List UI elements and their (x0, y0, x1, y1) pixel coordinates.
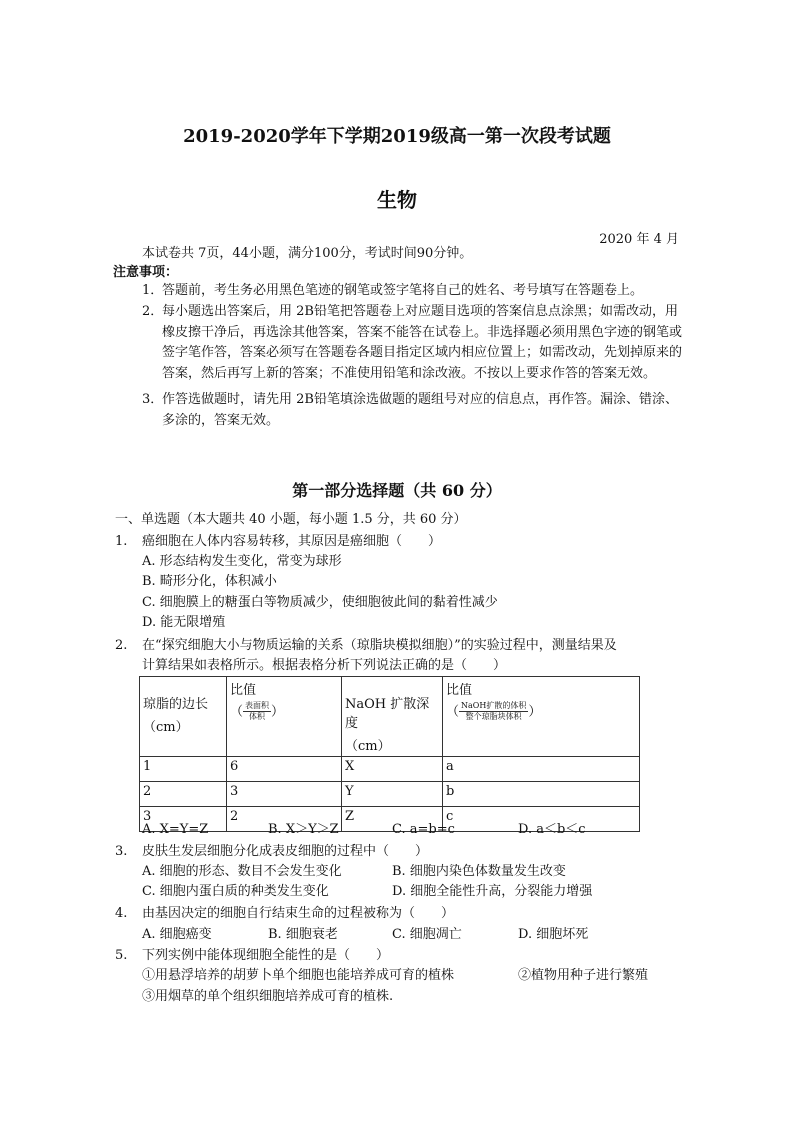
table-cell: X (342, 757, 443, 782)
option-b: B. X＞Y＞Z (268, 822, 339, 837)
header-cell: 比值 （ $\frac{\text{NaOH扩散的体积}}{\text{整个琼脂块体积}}$ ） (443, 677, 640, 757)
option-d: D. 能无限增殖 (142, 615, 226, 630)
statement-item: ③用烟草的单个组织细胞培养成可育的植株. (142, 989, 394, 1004)
part-heading: 一、单选题（本大题共 40 小题，每小题 1.5 分，共 60 分） (115, 512, 467, 527)
question-1 (115, 532, 441, 552)
table-cell: c (443, 807, 640, 832)
notice-number: 1． (142, 283, 164, 298)
option-c: C. 细胞膜上的糖蛋白等物质减少，使细胞彼此间的黏着性减少 (142, 595, 498, 610)
statement-item: ②植物用种子进行繁殖 (518, 968, 649, 983)
question-stem: 由基因决定的细胞自行结束生命的过程被称为（ ） (142, 906, 455, 921)
header-unit: （cm） (143, 720, 189, 735)
statement-item: ①用悬浮培养的胡萝卜单个细胞也能培养成可育的植株 (142, 968, 455, 983)
question-3 (115, 842, 428, 862)
notice-text: 答题前，考生务必用黑色笔迹的钢笔或签字笔将自己的姓名、考号填写在答题卷上。 (162, 283, 644, 298)
fraction-denominator: 整个琼脂块体积 (465, 712, 522, 721)
option-a: A. X=Y=Z (142, 822, 209, 837)
table-row (140, 757, 640, 782)
fraction-denominator: 体积 (249, 712, 266, 721)
header-cell (342, 677, 443, 757)
fraction (459, 701, 528, 722)
header-text: NaOH 扩散深度 (345, 697, 430, 731)
question-number: 3. (115, 844, 128, 859)
header-cell: 比值 （ $\frac{\text{表面积}}{\text{体积}}$ ） (227, 677, 342, 757)
notice-number: 3． (142, 392, 164, 407)
exam-title: 2019-2020学年下学期2019级高一第一次段考试题 (183, 126, 611, 147)
option-a: A. 形态结构发生变化，常变为球形 (142, 554, 342, 569)
table-cell: 2 (140, 782, 227, 807)
subject-title: 生物 (377, 188, 417, 212)
header-text: 琼脂的边长 (143, 697, 209, 712)
question-4 (115, 904, 454, 924)
notice-text: 每小题选出答案后，用 2B铅笔把答题卷上对应题目选项的答案信息点涂黑；如需改动，用橡皮擦干净后，再选涂其他答案，答案不能答在试卷上。非选择题必须用黑色字迹的钢笔或签字笔作答，答案必须写在答题卷各题目指定区域内相应位置上；如需改动，先划掉原来的答案，然后再写上新的答案；不准使用铅笔和涂改液。不按以上要求作答的答案无效。 (162, 304, 683, 381)
question-stem: 皮肤生发层细胞分化成表皮细胞的过程中（ ） (142, 844, 429, 859)
option-c: C. 细胞凋亡 (392, 927, 462, 942)
exam-date: 2020 年 4 月 (599, 232, 679, 247)
fraction (243, 701, 271, 722)
option-c: C. 细胞内蛋白质的种类发生变化 (142, 884, 329, 899)
question-stem: 癌细胞在人体内容易转移，其原因是癌细胞（ ） (142, 534, 442, 549)
notice-item (142, 302, 682, 384)
option-d: D. a＜b＜c (518, 822, 586, 837)
exam-intro: 本试卷共 7页，44小题，满分100分，考试时间90分钟。 (142, 246, 473, 261)
question-number: 5. (115, 948, 128, 963)
option-b: B. 细胞内染色体数量发生改变 (392, 864, 566, 879)
table-cell: 2 (227, 807, 342, 832)
question-stem: 下列实例中能体现细胞全能性的是（ ） (142, 948, 390, 963)
table-cell: Z (342, 807, 443, 832)
option-b: B. 细胞衰老 (268, 927, 338, 942)
option-d: D. 细胞坏死 (518, 927, 589, 942)
table-cell: 3 (140, 807, 227, 832)
notice-heading: 注意事项： (113, 265, 179, 280)
table-cell: 6 (227, 757, 342, 782)
header-unit: （cm） (345, 739, 391, 754)
notice-item (142, 281, 682, 302)
fraction-numerator: NaOH扩散的体积 (461, 701, 527, 710)
notice-item (142, 390, 682, 431)
table-header-row (140, 677, 640, 757)
option-a: A. 细胞癌变 (142, 927, 212, 942)
question-5 (115, 946, 389, 966)
fraction-numerator: 表面积 (245, 701, 270, 710)
header-text: 比值 (446, 683, 473, 698)
header-text: 比值 (230, 683, 257, 698)
question-stem: 在“探究细胞大小与物质运输的关系（琼脂块模拟细胞）”的实验过程中，测量结果及 (142, 638, 617, 653)
section-title: 第一部分选择题（共 60 分） (292, 481, 502, 500)
question-number: 2. (115, 638, 128, 653)
table-cell: 3 (227, 782, 342, 807)
question-number: 1. (115, 534, 128, 549)
table-cell: a (443, 757, 640, 782)
option-b: B. 畸形分化，体积减小 (142, 574, 277, 589)
header-cell (140, 677, 227, 757)
question-number: 4. (115, 906, 128, 921)
option-c: C. a=b=c (392, 822, 455, 837)
notice-number: 2． (142, 304, 164, 319)
data-table (139, 676, 640, 832)
question-stem-cont: 计算结果如表格所示。根据表格分析下列说法正确的是（ ） (142, 658, 507, 673)
table-cell: 1 (140, 757, 227, 782)
table-row (140, 782, 640, 807)
option-d: D. 细胞全能性升高，分裂能力增强 (392, 884, 593, 899)
table-cell: b (443, 782, 640, 807)
notice-text: 作答选做题时，请先用 2B铅笔填涂选做题的题组号对应的信息点，再作答。漏涂、错涂、多涂的，答案无效。 (162, 392, 678, 428)
option-a: A. 细胞的形态、数目不会发生变化 (142, 864, 342, 879)
table-cell: Y (342, 782, 443, 807)
question-2 (115, 636, 617, 656)
